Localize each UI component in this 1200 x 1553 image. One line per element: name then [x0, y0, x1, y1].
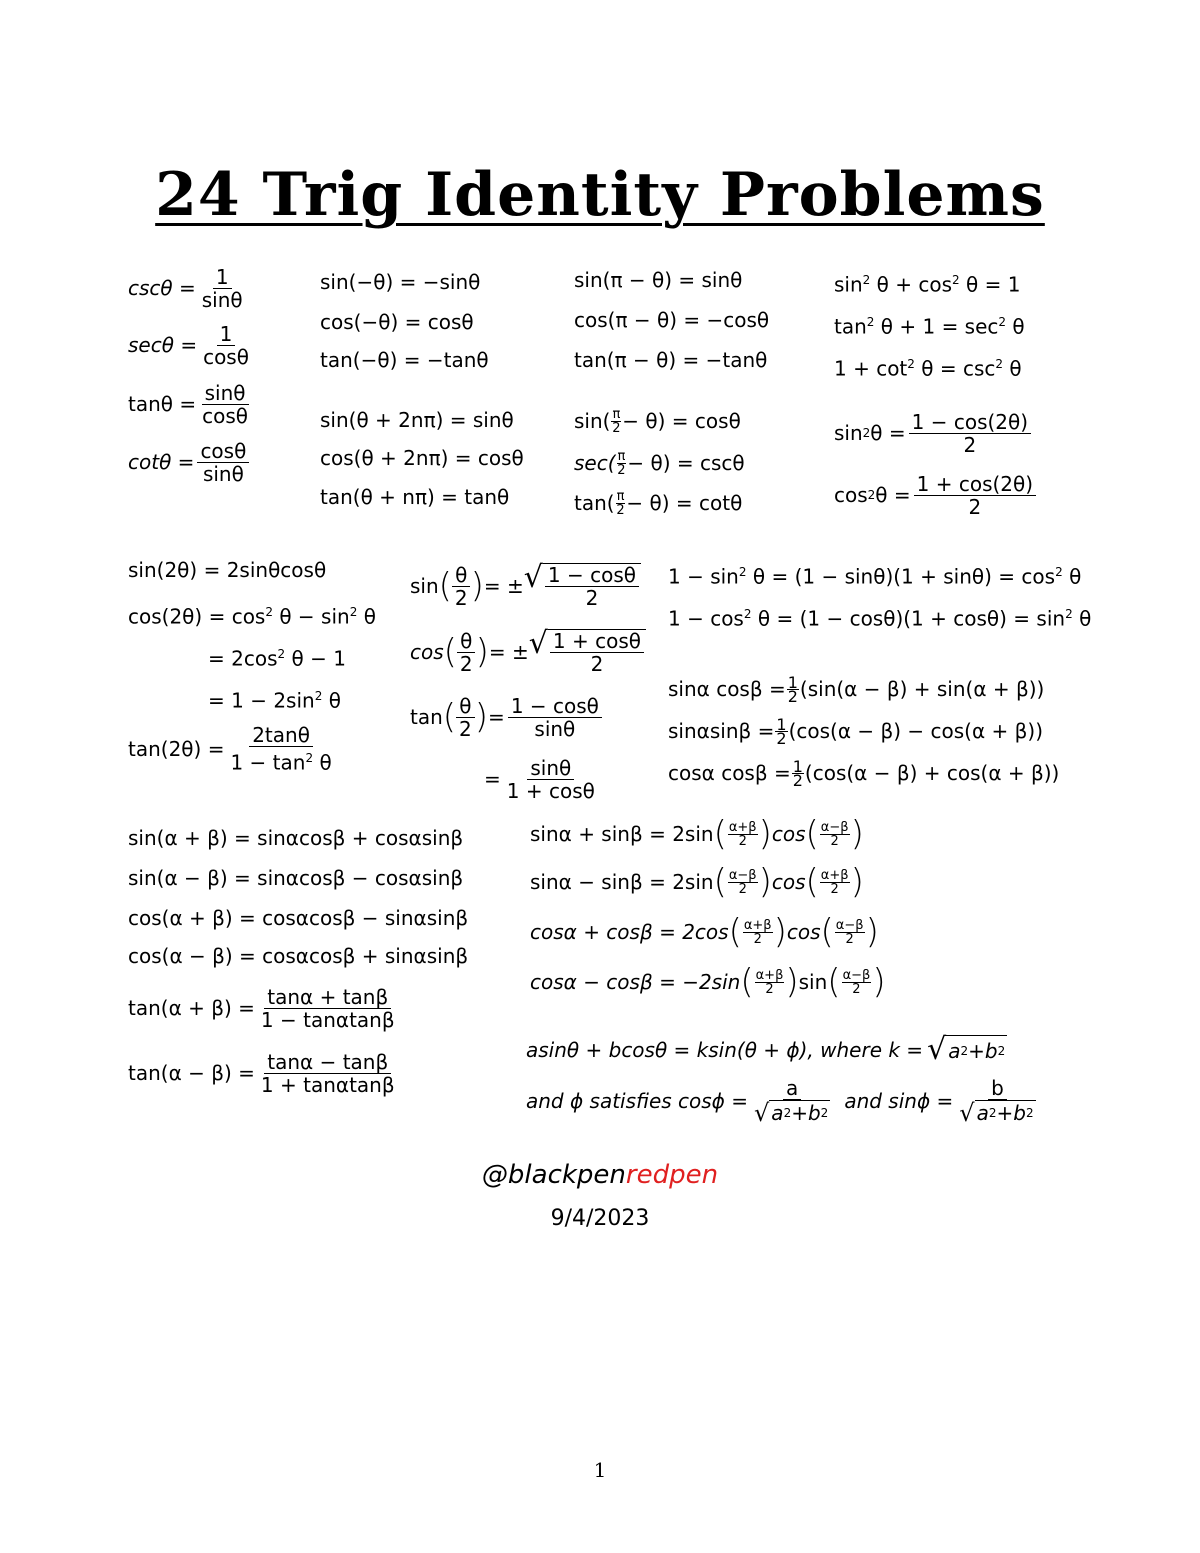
identity-tan-sum: tan(α + β) = $\frac{\tan\alpha + \tan\beta}{1 - \tan\alpha\tan\beta}$	[128, 984, 395, 1032]
identity-cos-supplement: cos(π − θ) = −cosθ	[574, 308, 770, 332]
identity-sin-power-reduction: sin 2 θ = $\frac{1 - \cos(2\theta)}{2}$	[834, 408, 1034, 458]
identity-product-cos-cos: cosα cosβ = $\frac{1}{2}$ (cos(α − β) + cos(α + β))	[668, 756, 1060, 790]
identity-sec: secθ = $\frac{1}{\cos\theta}$	[128, 321, 249, 369]
identity-tan-difference: tan(α − β) = $\frac{\tan\alpha - \tan\beta}{1 + \tan\alpha\tan\beta}$	[128, 1049, 395, 1097]
identity-cot-quotient: cotθ = $\frac{\cos\theta}{\sin\theta}$	[128, 440, 252, 484]
page-number: 1	[593, 1458, 607, 1482]
date: 9/4/2023	[550, 1206, 650, 1231]
identity-cos-power-reduction: cos 2 θ = $\frac{1 + \cos(2\theta)}{2}$	[834, 470, 1039, 520]
page-title: 24 Trig Identity Problems	[155, 160, 1045, 230]
identity-csc: cscθ = $\frac{1}{\sin\theta}$	[128, 264, 243, 312]
identity-cos-double-alt1: = $2\cos^2$ θ − 1	[208, 646, 346, 671]
identity-cos-half: cos ( $\frac{\theta}{2}$ ) = ± √ $\frac{1 + \cos\theta}{2}$	[410, 624, 646, 680]
identity-sin-period: sin(θ + 2nπ) = sinθ	[320, 408, 514, 432]
identity-pythagorean-1: $\sin^2 \theta + \cos^2 \theta = 1$	[834, 272, 1021, 297]
identity-sin-difference: sin(α − β) = sinαcosβ − cosαsinβ	[128, 866, 464, 890]
identity-sin-negative: sin(−θ) = −sinθ	[320, 270, 481, 294]
identity-tan-half-alt: = $\frac{\sin\theta}{1 + \cos\theta}$	[484, 755, 595, 803]
identity-tan-supplement: tan(π − θ) = −tanθ	[574, 348, 768, 372]
identity-harmonic-line-1: asinθ + bcosθ = ksin(θ + ϕ), where k = √ a 2 + b 2	[526, 1032, 1006, 1067]
identity-cos-sum: cos(α + β) = cosαcosβ − sinαsinβ	[128, 906, 469, 930]
identity-cos-double-alt2: = $1 - 2\sin^2$ θ	[208, 688, 341, 713]
identity-sin-supplement: sin(π − θ) = sinθ	[574, 268, 743, 292]
identity-sum-to-product-1: sinα + sinβ = 2sin ( $\frac{\alpha+\beta}{2}$ ) cos ( $\frac{\alpha-\beta}{2}$ )	[530, 814, 864, 854]
identity-sum-to-product-2: sinα − sinβ = 2sin ( $\frac{\alpha-\beta}{2}$ ) cos ( $\frac{\alpha+\beta}{2}$ )	[530, 862, 864, 902]
identity-sin-double: sin(2θ) = 2sinθcosθ	[128, 558, 327, 582]
identity-sum-to-product-3: cosα + cosβ = 2cos ( $\frac{\alpha+\beta}{2}$ ) cos ( $\frac{\alpha-\beta}{2}$ )	[530, 912, 879, 952]
identity-product-sin-cos: sinα cosβ = $\frac{1}{2}$ (sin(α − β) + sin(α + β))	[668, 672, 1045, 706]
identity-tan-cofunction: tan( $\frac{\pi}{2}$ − θ) = cotθ	[574, 488, 743, 518]
identity-harmonic-line-2: and ϕ satisfies cosϕ = a √ a 2 + b 2 and sinϕ = b √ a 2 + b 2	[526, 1075, 1034, 1127]
identity-sum-to-product-4: cosα − cosβ = −2sin ( $\frac{\alpha+\beta}{2}$ ) sin ( $\frac{\alpha-\beta}{2}$ )	[530, 962, 886, 1002]
identity-tan-half: tan ( $\frac{\theta}{2}$ ) = $\frac{1 - \cos\theta}{\sin\theta}$	[410, 690, 605, 744]
identity-cos-difference: cos(α − β) = cosαcosβ + sinαsinβ	[128, 944, 469, 968]
identity-sin-half: sin ( $\frac{\theta}{2}$ ) = ± √ $\frac{1 - \cos\theta}{2}$	[410, 558, 641, 614]
identity-tan-period: tan(θ + nπ) = tanθ	[320, 485, 510, 509]
identity-sec-cofunction: sec( $\frac{\pi}{2}$ − θ) = cscθ	[574, 448, 745, 478]
identity-tan-double: tan(2θ) = $\frac{2\tan\theta}{1 - \tan^2 \theta}$	[128, 723, 332, 775]
identity-sin-sum: sin(α + β) = sinαcosβ + cosαsinβ	[128, 826, 464, 850]
identity-cos-period: cos(θ + 2nπ) = cosθ	[320, 446, 524, 470]
identity-factor-1: $1 - \sin^2 \theta = (1 - \sin\theta)(1 + \sin\theta) = \cos^2 \theta$	[668, 564, 1082, 589]
author-handle: @blackpenredpen	[481, 1160, 719, 1190]
identity-product-sin-sin: sinαsinβ = $\frac{1}{2}$ (cos(α − β) − cos(α + β))	[668, 714, 1043, 748]
identity-pythagorean-2: $\tan^2 \theta + 1 = \sec^2 \theta$	[834, 314, 1025, 339]
identity-pythagorean-3: $1 + \cot^2 \theta = \csc^2 \theta$	[834, 356, 1022, 381]
identity-cos-negative: cos(−θ) = cosθ	[320, 310, 474, 334]
identity-sin-cofunction: sin( $\frac{\pi}{2}$ − θ) = cosθ	[574, 406, 741, 436]
identity-tan-quotient: tanθ = $\frac{\sin\theta}{\cos\theta}$	[128, 380, 249, 428]
identity-factor-2: $1 - \cos^2 \theta = (1 - \cos\theta)(1 + \cos\theta) = \sin^2 \theta$	[668, 606, 1092, 631]
identity-cos-double: $\cos(2\theta) = \cos^2 \theta - \sin^2 \theta$	[128, 604, 376, 629]
identity-tan-negative: tan(−θ) = −tanθ	[320, 348, 489, 372]
